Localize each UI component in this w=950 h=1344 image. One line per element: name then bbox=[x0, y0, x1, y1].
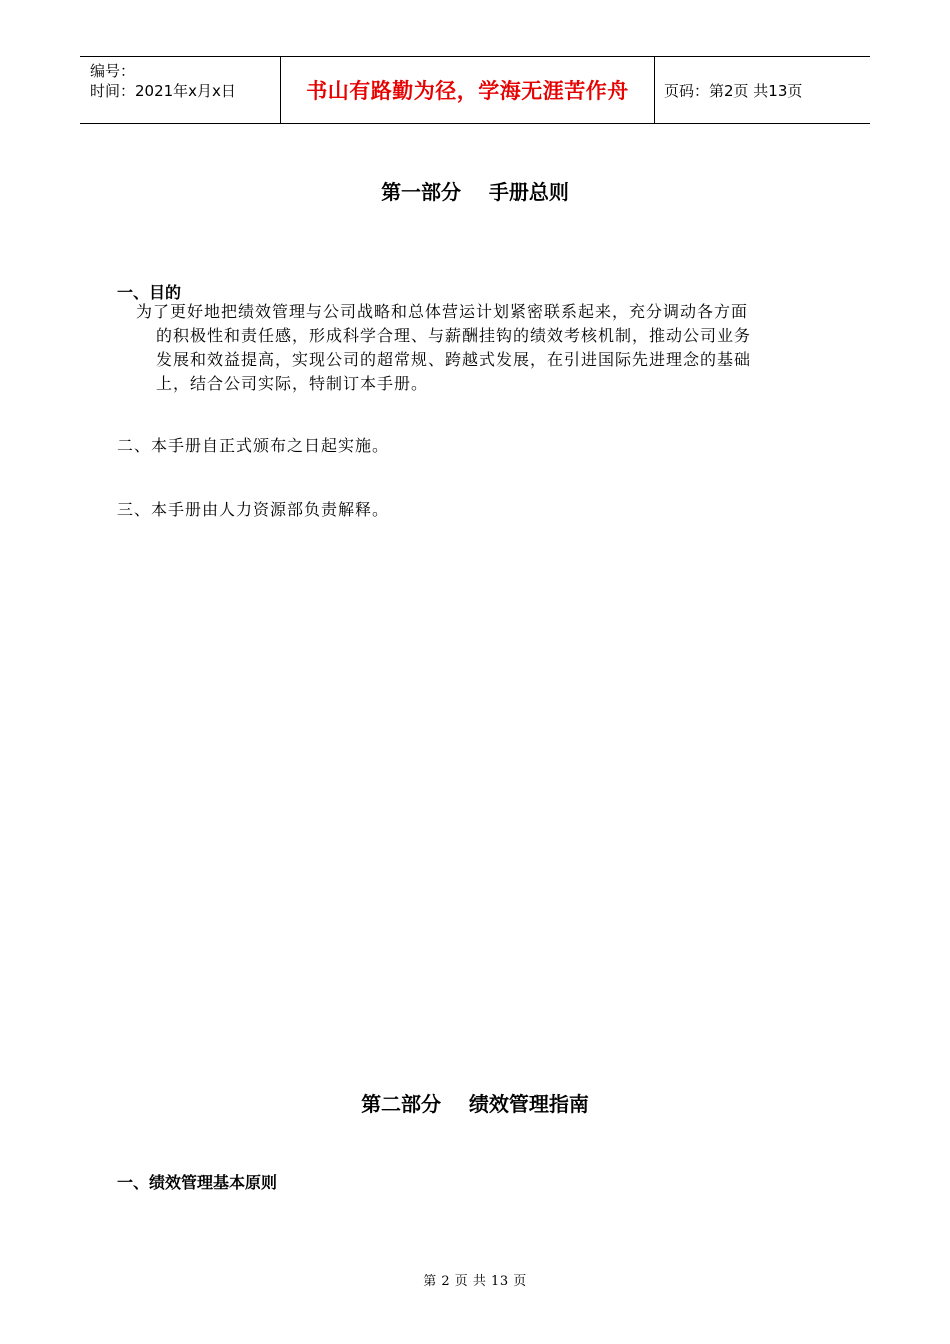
document-header bbox=[80, 56, 870, 124]
page-footer: 第 2 页 共 13 页 bbox=[423, 1274, 527, 1289]
part2-title: 第二部分 绩效管理指南 bbox=[361, 1092, 589, 1116]
paragraph-line: 发展和效益提高，实现公司的超常规、跨越式发展，在引进国际先进理念的基础 bbox=[156, 350, 752, 369]
header-meta bbox=[80, 57, 281, 123]
part2-section1-heading: 一、绩效管理基本原则 bbox=[117, 1173, 278, 1192]
header-motto: 书山有路勤为径，学海无涯苦作舟 bbox=[281, 57, 655, 123]
part1-section2: 二、本手册自正式颁布之日起实施。 bbox=[117, 436, 390, 455]
part1-section1-heading: 一、目的 bbox=[117, 283, 182, 302]
paragraph-line: 的积极性和责任感，形成科学合理、与薪酬挂钩的绩效考核机制，推动公司业务 bbox=[156, 326, 752, 345]
paragraph-line: 上，结合公司实际，特制订本手册。 bbox=[156, 374, 429, 393]
paragraph-line: 为了更好地把绩效管理与公司战略和总体营运计划紧密联系起来，充分调动各方面 bbox=[136, 302, 749, 321]
document-number-label: 编号： bbox=[90, 62, 136, 80]
part1-section3: 三、本手册由人力资源部负责解释。 bbox=[117, 500, 390, 519]
header-page-info: 页码：第2页 共13页 bbox=[664, 81, 803, 100]
document-time-label: 时间：2021年x月x日 bbox=[90, 82, 236, 100]
part1-title: 第一部分 手册总则 bbox=[381, 180, 569, 204]
part1-section1-paragraph bbox=[116, 300, 836, 396]
